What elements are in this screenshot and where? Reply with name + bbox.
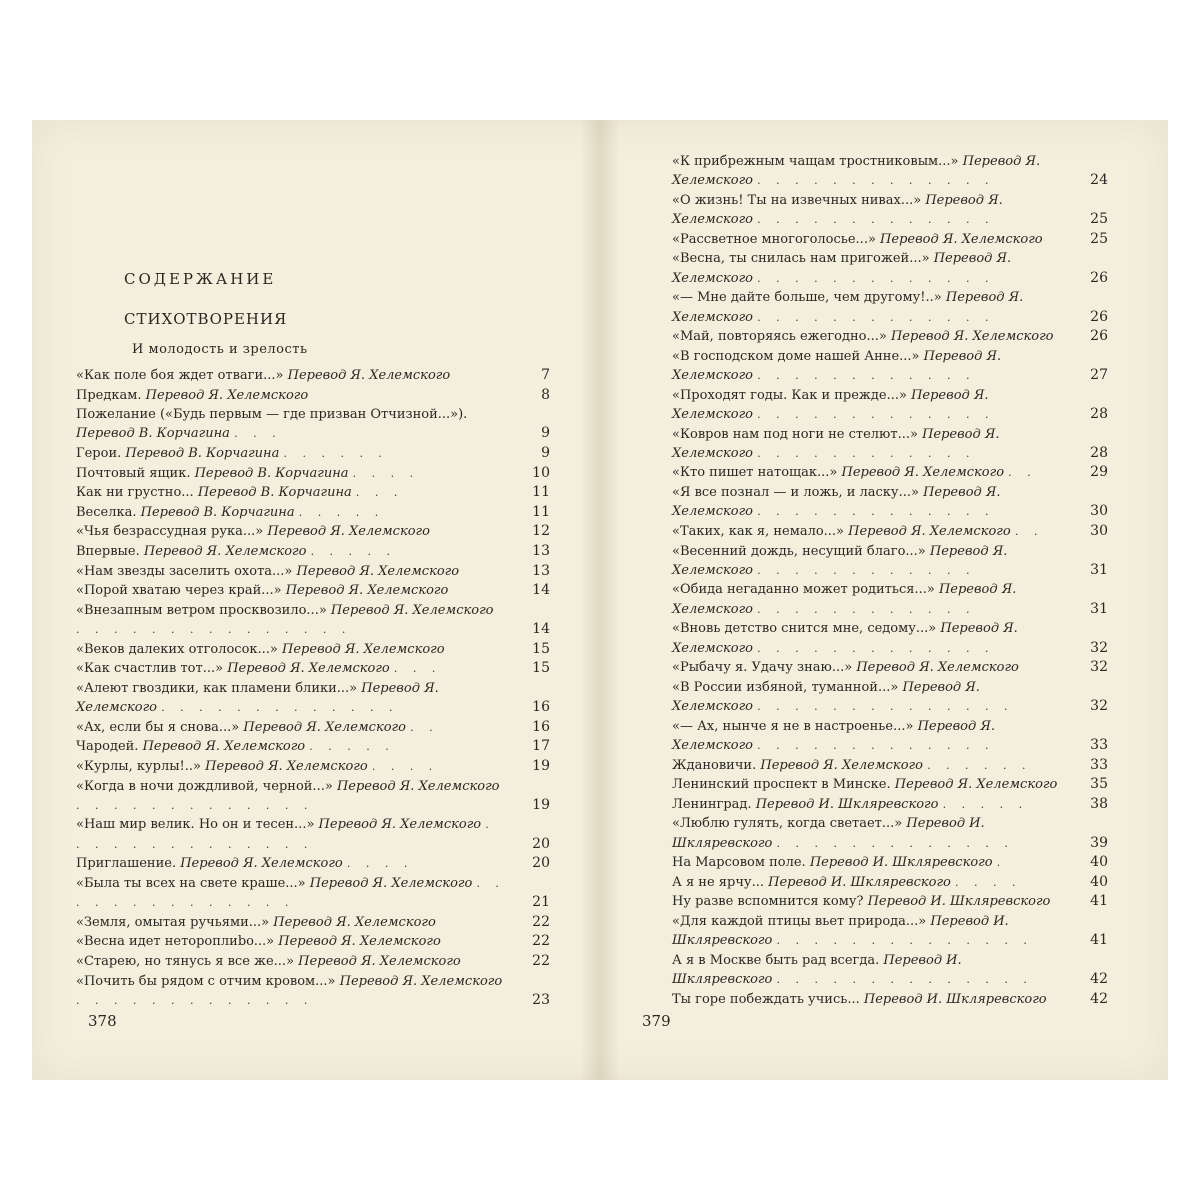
toc-entry: [672, 542, 1108, 581]
leader-dots: . . . . .: [310, 545, 397, 559]
left-page: [32, 120, 592, 1080]
leader-dots: . . . . . . . . . . . . .: [757, 271, 995, 285]
entry-title: «Внезапным ветром просквозило...»: [76, 602, 327, 618]
leader-dots: . . . . . .: [283, 447, 388, 461]
entry-page-number: 14: [532, 621, 550, 638]
entry-title: «Почить бы рядом с отчим кровом...»: [76, 973, 336, 989]
entry-title: «— Мне дайте больше, чем другому!..»: [672, 290, 942, 306]
entry-title: Ну разве вспомнится кому?: [672, 894, 864, 910]
toc-entry: [672, 912, 1108, 951]
entry-page-number: 42: [1090, 971, 1108, 988]
entry-page-number: 33: [1090, 756, 1108, 773]
entry-title: «Когда в ночи дождливой, черной...»: [76, 778, 333, 794]
entry-page-number: 10: [532, 464, 550, 481]
entry-translator: Перевод Я. Хелемского: [273, 914, 436, 930]
entry-title: «Весна, ты снилась нам пригожей...»: [672, 251, 930, 267]
entry-translator: Перевод Я. Хелемского: [856, 660, 1019, 676]
entry-translator: Перевод Я. Хелемского: [672, 251, 1012, 286]
leader-dots: . .: [1008, 466, 1037, 480]
toc-entry: [672, 853, 1108, 872]
entry-translator: Перевод И. Шкляревского: [672, 952, 962, 988]
entry-translator: Перевод Я. Хелемского: [76, 680, 439, 716]
entry-title: «Чья безрассудная рука...»: [76, 524, 264, 540]
leader-dots: . . . .: [346, 857, 414, 871]
entry-page-number: 31: [1090, 600, 1108, 617]
toc-entry: [672, 425, 1108, 464]
entry-title: «Для каждой птицы вьет природа...»: [672, 914, 927, 929]
entry-title: «Наш мир велик. Но он и тесен...»: [76, 817, 315, 833]
toc-entry: [76, 503, 550, 522]
entry-translator: Перевод В. Корчагина: [197, 485, 352, 501]
toc-entry: [76, 777, 550, 816]
entry-translator: Перевод Я. Хелемского: [672, 192, 1003, 228]
entry-translator: Перевод Я. Хелемского: [180, 856, 343, 872]
entry-page-number: 39: [1090, 834, 1108, 851]
entry-translator: Перевод Я. Хелемского: [890, 329, 1054, 345]
entry-translator: Перевод Я. Хелемского: [672, 718, 996, 753]
entry-page-number: 13: [532, 562, 550, 579]
entry-translator: Перевод И. Шкляревского: [809, 855, 993, 871]
entry-translator: Перевод Я. Хелемского: [142, 739, 306, 755]
leader-dots: . . . . . . . . . . . . .: [76, 993, 314, 1007]
toc-entry: [76, 854, 550, 873]
entry-page-number: 16: [532, 699, 550, 716]
entry-page-number: 19: [532, 757, 550, 774]
entry-title: «Обида негаданно может родиться...»: [672, 582, 935, 598]
toc-entry: [76, 718, 550, 737]
toc-entry: [76, 757, 550, 776]
leader-dots: . . . .: [371, 759, 439, 773]
toc-entry: [672, 951, 1108, 990]
toc-entry: [76, 405, 550, 444]
entry-translator: Перевод Я. Хелемского: [841, 465, 1005, 481]
entry-title: Как ни грустно...: [76, 485, 194, 501]
leader-dots: . . . . . . . . . . . . . .: [76, 876, 505, 910]
entry-translator: Перевод Я. Хелемского: [880, 231, 1043, 247]
entry-translator: Перевод Я. Хелемского: [672, 426, 1000, 461]
toc-entries-right: [672, 152, 1108, 1009]
entry-translator: Перевод Я. Хелемского: [143, 544, 307, 560]
toc-entry: [76, 874, 550, 913]
leader-dots: . . . . . . . . . . . . . .: [776, 973, 1033, 987]
entry-title: Ты горе побеждать учись...: [672, 991, 860, 1007]
toc-entry: [672, 191, 1108, 230]
leader-dots: . . .: [393, 662, 442, 676]
entry-translator: Перевод И. Шкляревского: [755, 796, 939, 812]
toc-entry: [76, 483, 550, 502]
leader-dots: . . . . . . . . . . . . .: [757, 174, 995, 188]
page-number-left: 378: [88, 1012, 117, 1030]
leader-dots: . . . . . . . . . . . . .: [757, 738, 995, 752]
entry-translator: Перевод В. Корчагина: [76, 426, 230, 442]
toc-entry: [672, 483, 1108, 522]
entry-page-number: 38: [1090, 795, 1108, 812]
entry-title: «Была ты всех на свете краше...»: [76, 875, 306, 891]
entry-title: «Вновь детство снится мне, седому...»: [672, 621, 937, 637]
entry-translator: Перевод Я. Хелемского: [672, 679, 980, 715]
toc-entry: [672, 756, 1108, 775]
entry-title: «Я все познал — и ложь, и ласку...»: [672, 485, 919, 501]
toc-entry: [672, 249, 1108, 288]
section-title: СТИХОТВОРЕНИЯ: [124, 310, 288, 328]
entry-page-number: 33: [1090, 736, 1108, 753]
toc-entry: [76, 581, 550, 600]
entry-title: «В России избяной, туманной...»: [672, 679, 899, 695]
leader-dots: . . . . . . . . . . . .: [757, 602, 976, 616]
entry-page-number: 11: [532, 484, 550, 501]
entry-page-number: 21: [532, 894, 550, 911]
entry-page-number: 24: [1090, 172, 1108, 189]
entry-translator: Перевод Я. Хелемского: [848, 523, 1011, 539]
entry-translator: Перевод Я. Хелемского: [336, 778, 500, 794]
leader-dots: . . . . . . . . . . . .: [757, 563, 976, 577]
entry-translator: Перевод Я. Хелемского: [145, 387, 309, 403]
entry-translator: Перевод В. Корчагина: [140, 504, 295, 520]
entry-title: «Курлы, курлы!..»: [76, 758, 201, 774]
entry-translator: Перевод Я. Хелемского: [309, 875, 473, 891]
entry-title: «Как счастлив тот...»: [76, 661, 224, 677]
entry-page-number: 25: [1090, 230, 1108, 247]
entry-title: «Ковров нам под ноги не стелют...»: [672, 426, 918, 442]
entry-page-number: 26: [1090, 328, 1108, 345]
toc-entry: [76, 932, 550, 951]
entry-page-number: 12: [532, 523, 550, 540]
entry-translator: Перевод Я. Хелемского: [278, 934, 441, 950]
toc-entry: [672, 873, 1108, 892]
toc-entry: [672, 990, 1108, 1009]
entry-title: Предкам.: [76, 387, 142, 403]
entry-title: Почтовый ящик.: [76, 465, 191, 481]
entry-title: Ждановичи.: [672, 757, 757, 773]
entry-page-number: 17: [532, 738, 550, 755]
entry-page-number: 9: [541, 445, 550, 462]
entry-title: «Как поле боя ждет отваги...»: [76, 368, 284, 383]
toc-entry: [76, 972, 550, 1011]
toc-entry: [672, 230, 1108, 249]
leader-dots: . . . . .: [309, 740, 395, 754]
leader-dots: . . . . . . . . . . . . .: [757, 310, 995, 324]
toc-entry: [76, 952, 550, 971]
entry-title: А я в Москве быть рад всегда.: [672, 952, 880, 968]
entry-translator: Перевод И. Шкляревского: [867, 894, 1051, 910]
leader-dots: . . . . . . . . . . . . .: [757, 641, 995, 655]
toc-entry: [672, 327, 1108, 346]
entry-page-number: 7: [541, 367, 550, 383]
toc-entry: [76, 464, 550, 483]
leader-dots: . . . . . . . . . . . . . .: [776, 934, 1033, 948]
entry-title: «Веков далеких отголосок...»: [76, 641, 278, 657]
toc-entry: [76, 640, 550, 659]
leader-dots: . . . . . . . . . . . . . .: [757, 700, 1014, 714]
entry-page-number: 13: [532, 543, 550, 560]
entry-translator: Перевод И. Шкляревского: [863, 991, 1047, 1007]
leader-dots: . . . . . . . . . . . . .: [76, 798, 314, 812]
entry-title: «Старею, но тянусь я все же...»: [76, 954, 295, 970]
toc-entry: [672, 386, 1108, 425]
entry-title: Герои.: [76, 446, 122, 462]
entry-translator: Перевод Я. Хелемского: [672, 290, 1024, 325]
entry-page-number: 41: [1090, 932, 1108, 949]
toc-entry: [672, 347, 1108, 386]
entry-title: «Ах, если бы я снова...»: [76, 719, 240, 735]
leader-dots: . . . . . . . . . . . . .: [757, 505, 995, 519]
entry-title: «Весенний дождь, несущий благо...»: [672, 543, 926, 559]
leader-dots: . . . .: [955, 875, 1022, 889]
entry-translator: Перевод Я. Хелемского: [296, 563, 460, 579]
toc-entry: [672, 795, 1108, 814]
entry-translator: Перевод И. Шкляревского: [672, 816, 985, 851]
entry-translator: Перевод Я. Хелемского: [330, 602, 494, 618]
entry-title: «В господском доме нашей Анне...»: [672, 348, 920, 364]
entry-page-number: 19: [532, 796, 550, 813]
toc-entry: [76, 601, 550, 640]
leader-dots: . . . . . . . . . . . . . . .: [76, 623, 352, 637]
entry-title: «Весна идет нетороплиbo...»: [76, 934, 275, 950]
leader-dots: . . . . . . . . . . . . .: [757, 213, 995, 227]
entry-page-number: 31: [1090, 561, 1108, 578]
toc-entry: [672, 678, 1108, 717]
entry-translator: Перевод Я. Хелемского: [339, 973, 503, 989]
toc-entry: [672, 717, 1108, 756]
leader-dots: . . . . . . . . . . . .: [757, 446, 976, 460]
entry-page-number: 27: [1090, 367, 1108, 384]
entry-page-number: 9: [541, 425, 550, 442]
entry-title: «Алеют гвоздики, как пламени блики...»: [76, 680, 358, 696]
entry-title: «О жизнь! Ты на извечных нивах...»: [672, 192, 922, 208]
entry-page-number: 29: [1090, 464, 1108, 481]
entry-page-number: 28: [1090, 444, 1108, 461]
toc-entry: [672, 814, 1108, 853]
entry-translator: Перевод Я. Хелемского: [760, 757, 923, 773]
leader-dots: . . .: [234, 427, 282, 441]
toc-entry: [76, 562, 550, 581]
entry-page-number: 22: [532, 933, 550, 950]
toc-entry: [672, 522, 1108, 541]
leader-dots: . . . . . . . . . . . . .: [161, 701, 399, 715]
entry-page-number: 32: [1090, 698, 1108, 715]
toc-entry: [76, 913, 550, 932]
entry-title: «Порой хватаю через край...»: [76, 583, 282, 599]
entry-title: Ленинград.: [672, 796, 752, 812]
entry-page-number: 22: [532, 953, 550, 970]
entry-title: «Земля, омытая ручьями...»: [76, 914, 270, 930]
toc-entry: [76, 679, 550, 718]
leader-dots: . . . . .: [298, 505, 385, 519]
entry-title: Ленинский проспект в Минске.: [672, 777, 891, 793]
entry-page-number: 26: [1090, 269, 1108, 286]
entry-page-number: 32: [1090, 659, 1108, 676]
entry-translator: Перевод В. Корчагина: [125, 446, 280, 462]
leader-dots: . . . . . . . . . . . . .: [776, 836, 1014, 850]
entry-title: Веселка.: [76, 504, 137, 520]
toc-entry: [76, 386, 550, 405]
entry-translator: Перевод Я. Хелемского: [227, 661, 390, 677]
entry-page-number: 30: [1090, 522, 1108, 539]
entry-page-number: 22: [532, 913, 550, 930]
entry-page-number: 20: [532, 855, 550, 872]
entry-page-number: 30: [1090, 503, 1108, 520]
entry-translator: Перевод Я. Хелемского: [285, 583, 449, 599]
entry-translator: Перевод Я. Хелемского: [243, 719, 406, 735]
entry-page-number: 40: [1090, 854, 1108, 871]
entry-translator: Перевод Я. Хелемского: [894, 777, 1058, 793]
entry-translator: Перевод Я. Хелемского: [672, 582, 1017, 617]
entry-title: Пожелание («Будь первым — где призван Отчизной...»).: [76, 407, 468, 423]
leader-dots: . .: [1014, 524, 1044, 538]
right-page: [608, 120, 1168, 1080]
entry-page-number: 11: [532, 503, 550, 520]
entry-page-number: 16: [532, 718, 550, 735]
entry-page-number: 32: [1090, 639, 1108, 656]
entry-translator: Перевод Я. Хелемского: [672, 154, 1041, 189]
toc-heading: СОДЕРЖАНИЕ: [124, 270, 277, 288]
toc-entry: [76, 444, 550, 463]
entry-title: «Проходят годы. Как и прежде...»: [672, 387, 907, 403]
entry-title: На Марсовом поле.: [672, 855, 806, 871]
entry-translator: Перевод Я. Хелемского: [298, 954, 461, 970]
toc-entry: [672, 288, 1108, 327]
entry-page-number: 26: [1090, 308, 1108, 325]
toc-entry: [672, 775, 1108, 794]
leader-dots: . . . . .: [942, 797, 1029, 811]
entry-title: Впервые.: [76, 544, 140, 560]
entry-translator: Перевод Я. Хелемского: [672, 387, 989, 422]
toc-entry: [76, 659, 550, 678]
entry-translator: Перевод И. Шкляревского: [768, 874, 951, 890]
entry-title: Приглашение.: [76, 856, 177, 872]
toc-entry: [76, 737, 550, 756]
entry-page-number: 35: [1090, 776, 1108, 793]
entry-title: «Люблю гулять, когда светает...»: [672, 816, 903, 832]
entry-page-number: 23: [532, 991, 550, 1008]
entry-title: «Таких, как я, немало...»: [672, 523, 845, 539]
book-spread: [32, 120, 1168, 1080]
toc-entry: [672, 658, 1108, 677]
toc-entry: [672, 892, 1108, 911]
entry-translator: Перевод Я. Хелемского: [287, 368, 451, 383]
entry-title: «Рыбачу я. Удачу знаю...»: [672, 660, 853, 676]
toc-entry: [672, 463, 1108, 482]
entry-translator: Перевод В. Корчагина: [194, 465, 349, 481]
entry-page-number: 15: [532, 640, 550, 657]
entry-translator: Перевод Я. Хелемского: [672, 485, 1001, 520]
leader-dots: . . . . . . . . . . . . . .: [76, 818, 495, 851]
toc-entry: [672, 619, 1108, 658]
entry-translator: Перевод Я. Хелемского: [672, 348, 1002, 384]
entry-title: Чародей.: [76, 739, 139, 755]
leader-dots: . . . . . .: [927, 758, 1032, 772]
leader-dots: . . . . . . . . . . . . .: [757, 407, 995, 421]
leader-dots: . .: [410, 720, 439, 734]
entry-page-number: 15: [532, 660, 550, 677]
entry-title: «Рассветное многоголосье...»: [672, 231, 876, 247]
entry-translator: Перевод Я. Хелемского: [282, 641, 445, 657]
leader-dots: .: [996, 856, 1007, 870]
leader-dots: . . .: [355, 486, 404, 500]
entry-title: «— Ах, нынче я не в настроенье...»: [672, 718, 914, 734]
entry-translator: Перевод Я. Хелемского: [205, 758, 368, 774]
entry-page-number: 28: [1090, 405, 1108, 422]
toc-entry: [672, 580, 1108, 619]
entry-page-number: 8: [541, 386, 550, 403]
entry-title: «К прибрежным чащам тростниковым...»: [672, 154, 959, 169]
toc-entry: [76, 366, 550, 385]
toc-entry: [672, 152, 1108, 191]
entry-translator: Перевод Я. Хелемского: [672, 543, 1008, 578]
entry-translator: Перевод Я. Хелемского: [672, 621, 1018, 656]
leader-dots: . . . . . . . . . . . .: [757, 369, 976, 383]
entry-page-number: 40: [1090, 873, 1108, 890]
toc-entries-left: [76, 366, 550, 1011]
entry-page-number: 14: [532, 582, 550, 599]
toc-entry: [76, 542, 550, 561]
page-number-right: 379: [642, 1012, 671, 1030]
entry-translator: Перевод И. Шкляревского: [672, 914, 1009, 949]
entry-title: «Май, повторяясь ежегодно...»: [672, 329, 887, 345]
entry-page-number: 20: [532, 835, 550, 852]
entry-page-number: 41: [1090, 893, 1108, 910]
entry-translator: Перевод Я. Хелемского: [318, 817, 482, 833]
entry-translator: Перевод Я. Хелемского: [267, 524, 430, 540]
entry-page-number: 25: [1090, 211, 1108, 228]
toc-entry: [76, 815, 550, 854]
leader-dots: . . . .: [352, 466, 420, 480]
entry-page-number: 42: [1090, 990, 1108, 1007]
entry-title: А я не ярчу...: [672, 874, 764, 890]
subsection-title: И молодость и зрелость: [132, 342, 308, 357]
entry-title: «Нам звезды заселить охота...»: [76, 563, 293, 579]
toc-entry: [76, 522, 550, 541]
entry-title: «Кто пишет натощак...»: [672, 465, 838, 481]
